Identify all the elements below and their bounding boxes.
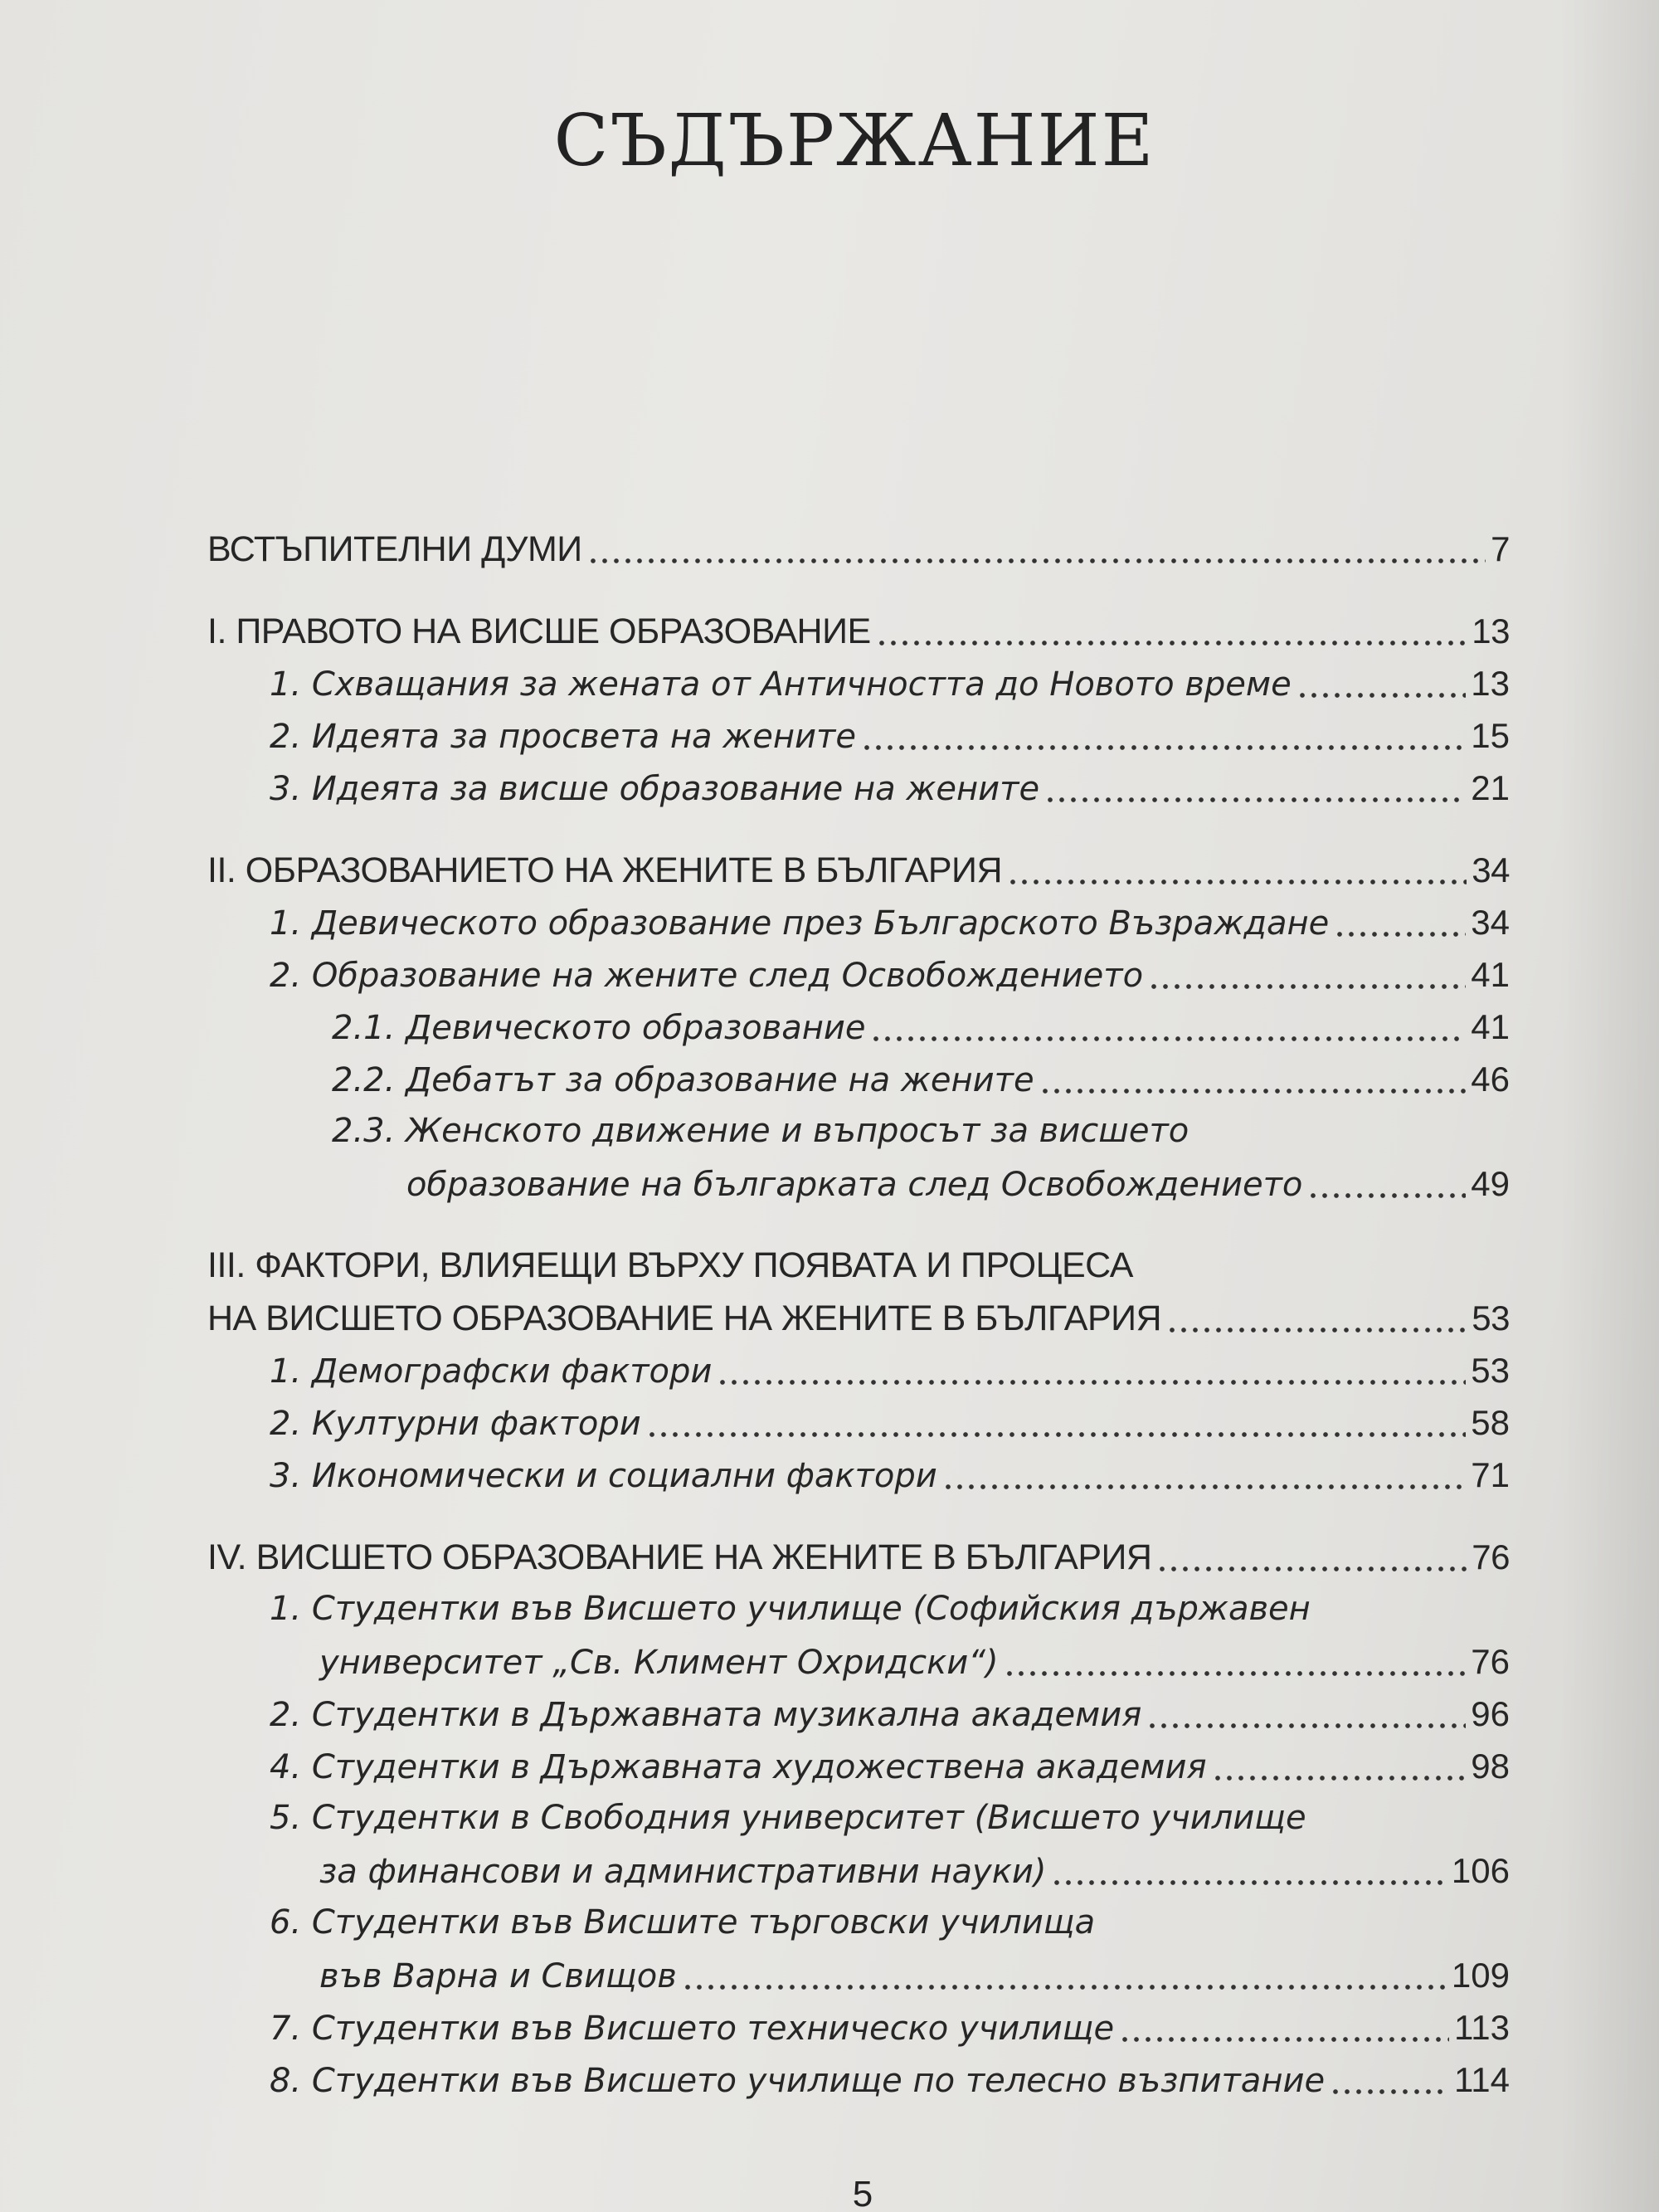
table-of-contents [207, 523, 1510, 2106]
toc-page: 7 [1491, 529, 1510, 568]
toc-section-3[interactable] [207, 1292, 1510, 1344]
toc-page: 41 [1471, 1007, 1510, 1046]
dot-leader [1156, 1565, 1467, 1573]
dot-leader [1146, 1722, 1466, 1730]
dot-leader [1297, 691, 1467, 699]
toc-label: образование на българката след Освобождението [406, 1166, 1303, 1204]
toc-label: 3. Идеята за висше образование на жените [270, 770, 1040, 808]
dot-leader [1148, 982, 1466, 991]
dot-leader [1307, 1191, 1466, 1200]
toc-page: 71 [1471, 1455, 1510, 1494]
toc-page: 106 [1451, 1851, 1510, 1890]
toc-entry-4-5[interactable] [207, 1844, 1510, 1897]
toc-page: 114 [1454, 2060, 1510, 2099]
toc-label: 1. Девическото образование през Българското Възраждане [270, 904, 1330, 943]
dot-leader [1334, 930, 1466, 938]
toc-page: 15 [1471, 716, 1510, 755]
toc-entry-intro[interactable] [207, 523, 1510, 575]
toc-entry-2-2-3[interactable] [207, 1157, 1510, 1210]
toc-label: 2. Образование на жените след Освобождението [270, 957, 1144, 995]
toc-label: 7. Студентки във Висшето техническо училище [270, 2010, 1115, 2048]
toc-page: 13 [1471, 664, 1510, 703]
toc-page: 109 [1451, 1956, 1510, 1995]
dot-leader [682, 1983, 1447, 1991]
page-shadow [1559, 0, 1659, 2212]
toc-label: 3. Икономически и социални фактори [270, 1457, 937, 1495]
toc-label: ВСТЪПИТЕЛНИ ДУМИ [207, 529, 582, 569]
toc-section-1[interactable] [207, 605, 1510, 657]
toc-label: I. ПРАВОТО НА ВИСШЕ ОБРАЗОВАНИЕ [207, 611, 871, 651]
toc-entry-2-2-2[interactable] [207, 1053, 1510, 1105]
toc-label: IV. ВИСШЕТО ОБРАЗОВАНИЕ НА ЖЕНИТЕ В БЪЛГАРИЯ [207, 1537, 1152, 1577]
toc-page: 13 [1472, 611, 1510, 650]
toc-page: 58 [1471, 1403, 1510, 1442]
toc-entry-2-2[interactable] [207, 948, 1510, 1001]
toc-entry-4-1[interactable] [207, 1635, 1510, 1688]
toc-page: 21 [1471, 768, 1510, 807]
toc-page: 53 [1472, 1298, 1510, 1337]
toc-label: университет „Св. Климент Охридски“) [319, 1644, 999, 1682]
toc-entry-4-6[interactable] [207, 1949, 1510, 2001]
toc-entry-1-1[interactable] [207, 657, 1510, 709]
toc-page: 41 [1471, 955, 1510, 994]
toc-entry-1-3[interactable] [207, 762, 1510, 814]
toc-page: 53 [1471, 1351, 1510, 1390]
toc-label: за финансови и административни науки) [319, 1853, 1047, 1891]
dot-leader [876, 639, 1467, 647]
toc-section-2[interactable] [207, 844, 1510, 896]
toc-entry-2-1[interactable] [207, 896, 1510, 948]
toc-section-4[interactable] [207, 1531, 1510, 1583]
dot-leader [1051, 1878, 1446, 1887]
dot-leader [1212, 1774, 1467, 1782]
toc-page: 113 [1454, 2008, 1510, 2047]
toc-page: 96 [1471, 1694, 1510, 1733]
toc-page: 46 [1471, 1060, 1510, 1099]
toc-label: 2.1. Девическото образование [332, 1009, 866, 1047]
dot-leader [1039, 1087, 1467, 1095]
toc-entry-4-5-line1[interactable]: 5. Студентки в Свободния университет (Висшето училище [270, 1799, 1306, 1837]
toc-entry-4-6-line1[interactable]: 6. Студентки във Висшите търговски училища [270, 1903, 1096, 1942]
toc-label: НА ВИСШЕТО ОБРАЗОВАНИЕ НА ЖЕНИТЕ В БЪЛГАРИЯ [207, 1298, 1162, 1338]
dot-leader [1119, 2035, 1449, 2044]
dot-leader [1044, 796, 1466, 804]
dot-leader [870, 1035, 1466, 1043]
toc-entry-3-3[interactable] [207, 1449, 1510, 1501]
toc-label: 8. Студентки във Висшето училище по телесно възпитание [270, 2062, 1326, 2100]
dot-leader [1007, 878, 1467, 886]
toc-entry-2-2-3-line1[interactable]: 2.3. Женското движение и въпросът за висшето [332, 1112, 1190, 1150]
toc-page: 34 [1471, 903, 1510, 942]
toc-page: 49 [1471, 1164, 1510, 1203]
toc-entry-1-2[interactable] [207, 709, 1510, 762]
dot-leader [1166, 1326, 1467, 1334]
toc-label: 2. Идеята за просвета на жените [270, 718, 856, 756]
toc-label: 1. Демографски фактори [270, 1352, 713, 1391]
toc-entry-4-8[interactable] [207, 2054, 1510, 2106]
toc-label: 1. Схващания за жената от Античността до Новото време [270, 665, 1292, 704]
dot-leader [717, 1378, 1466, 1386]
toc-label: 4. Студентки в Държавната художествена академия [270, 1748, 1207, 1786]
toc-section-3-line1[interactable]: III. ФАКТОРИ, ВЛИЯЕЩИ ВЪРХУ ПОЯВАТА И ПРОЦЕСА [207, 1245, 1133, 1285]
toc-page: 76 [1471, 1642, 1510, 1681]
toc-entry-2-2-1[interactable] [207, 1001, 1510, 1053]
dot-leader [646, 1430, 1467, 1439]
toc-label: 2. Културни фактори [270, 1405, 641, 1443]
page-number: 5 [852, 2174, 873, 2212]
toc-label: във Варна и Свищов [319, 1957, 677, 1995]
toc-entry-4-4[interactable] [207, 1740, 1510, 1792]
toc-entry-3-2[interactable] [207, 1396, 1510, 1449]
toc-entry-3-1[interactable] [207, 1344, 1510, 1396]
page-title: СЪДЪРЖАНИЕ [553, 100, 1155, 183]
toc-page: 34 [1472, 850, 1510, 889]
toc-page: 76 [1472, 1537, 1510, 1576]
dot-leader [861, 743, 1466, 752]
dot-leader [1004, 1669, 1467, 1678]
toc-label: II. ОБРАЗОВАНИЕТО НА ЖЕНИТЕ В БЪЛГАРИЯ [207, 850, 1003, 890]
toc-label: 2.2. Дебатът за образование на жените [332, 1061, 1034, 1099]
toc-entry-4-1-line1[interactable]: 1. Студентки във Висшето училище (Софийския държавен [270, 1590, 1311, 1628]
toc-page: 98 [1471, 1747, 1510, 1786]
toc-label: 2. Студентки в Държавната музикална академия [270, 1696, 1142, 1734]
dot-leader [1330, 2088, 1449, 2096]
dot-leader [587, 557, 1486, 565]
dot-leader [942, 1483, 1467, 1491]
toc-entry-4-2[interactable] [207, 1688, 1510, 1740]
toc-entry-4-7[interactable] [207, 2001, 1510, 2054]
